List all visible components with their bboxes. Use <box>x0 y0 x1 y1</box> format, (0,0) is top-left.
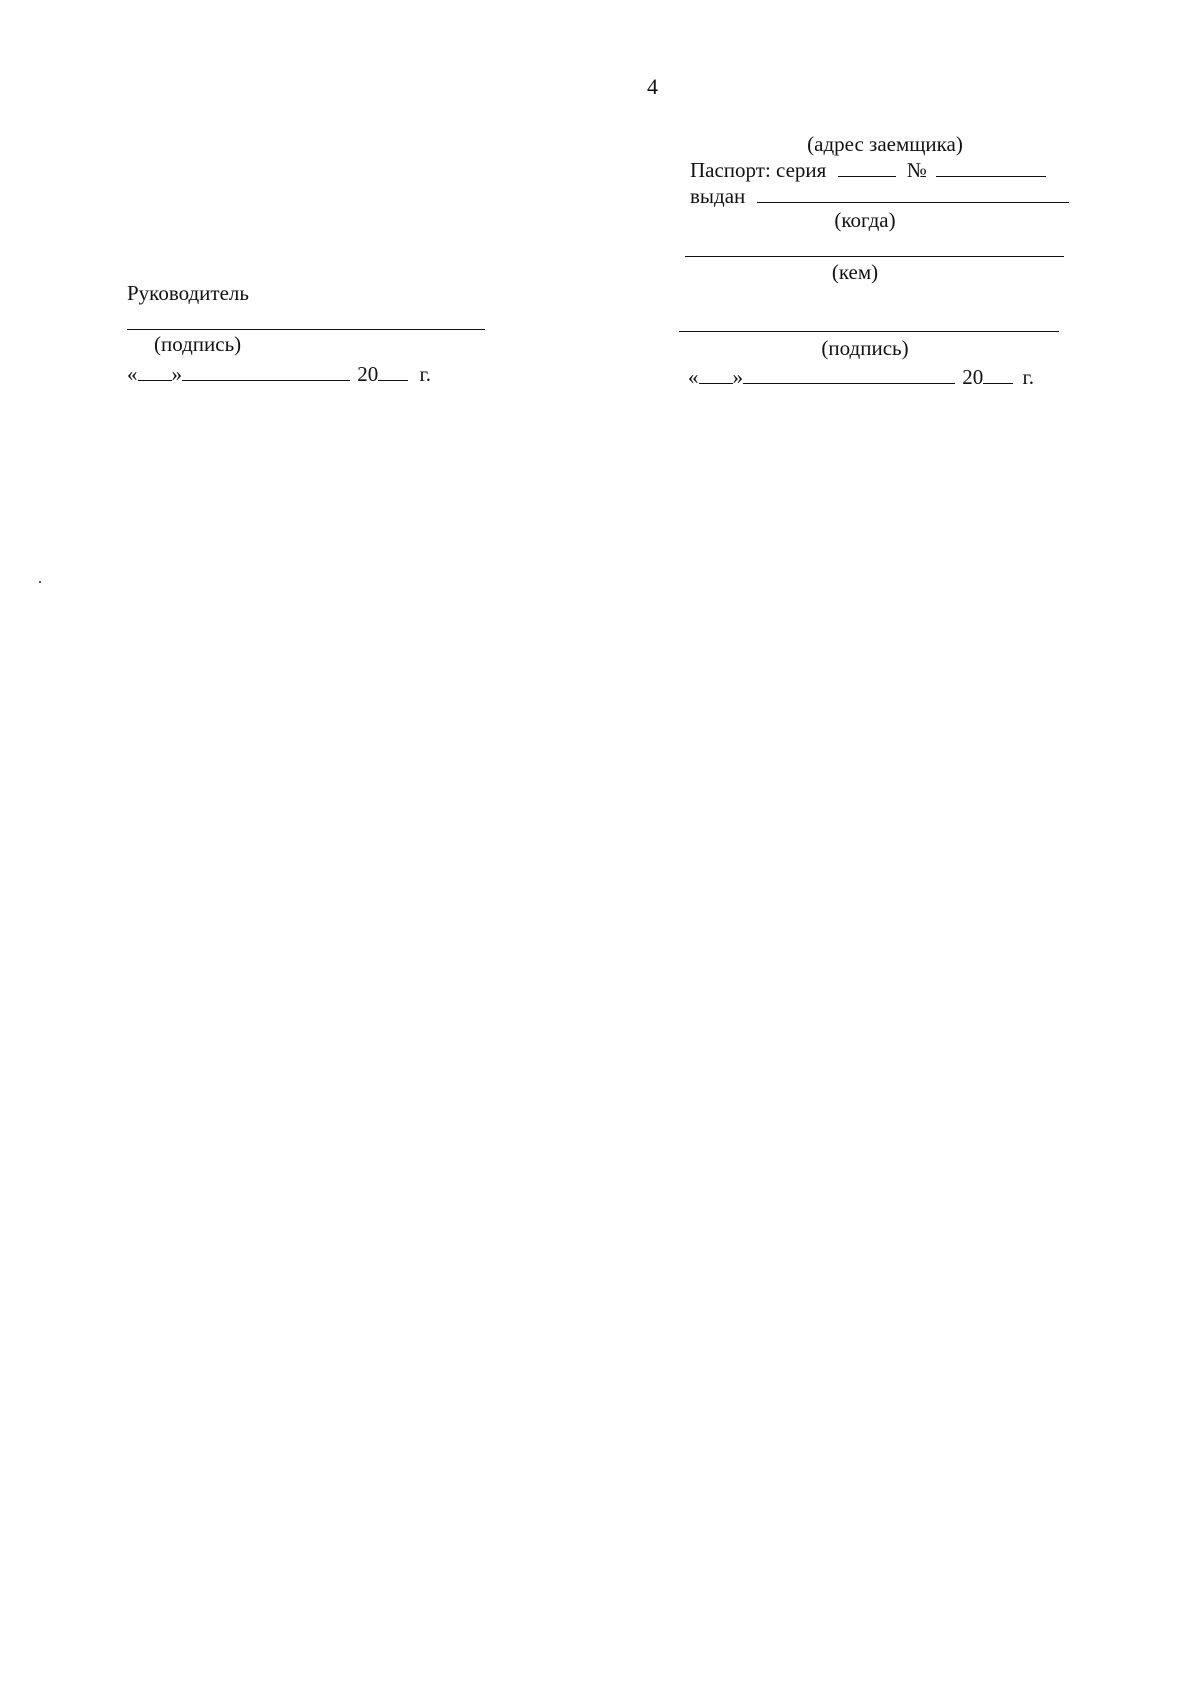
page-number: 4 <box>647 74 658 99</box>
issued-label: выдан <box>690 184 746 208</box>
lender-signature-caption: (подпись) <box>154 332 242 356</box>
passport-series-field[interactable] <box>838 158 896 177</box>
lender-date-close-quote: » <box>171 362 182 386</box>
issued-by-line[interactable] <box>685 256 1064 257</box>
lender-signature-line[interactable] <box>127 329 485 330</box>
borrower-date-open-quote: « <box>688 365 699 389</box>
borrower-year-field[interactable] <box>983 365 1013 384</box>
lender-year-prefix: 20 <box>357 362 379 386</box>
passport-number-field[interactable] <box>936 158 1046 177</box>
when-caption: (когда) <box>834 208 896 232</box>
borrower-signature-line[interactable] <box>679 331 1059 332</box>
borrower-address-caption: (адрес заемщика) <box>807 132 963 156</box>
lender-year-field[interactable] <box>378 362 408 381</box>
number-sign: № <box>906 158 927 182</box>
borrower-day-field[interactable] <box>699 365 733 384</box>
lender-date-open-quote: « <box>127 362 138 386</box>
lender-date-row <box>127 362 431 385</box>
passport-label: Паспорт: серия <box>690 158 827 182</box>
lender-year-suffix: г. <box>419 362 431 386</box>
borrower-year-suffix: г. <box>1022 365 1034 389</box>
passport-row <box>690 158 1046 181</box>
lender-role-label: Руководитель <box>127 281 249 305</box>
borrower-month-field[interactable] <box>743 365 955 384</box>
by-whom-caption: (кем) <box>831 260 879 284</box>
borrower-date-close-quote: » <box>732 365 743 389</box>
scan-speck <box>39 581 41 583</box>
lender-day-field[interactable] <box>138 362 172 381</box>
borrower-signature-caption: (подпись) <box>821 336 909 360</box>
borrower-year-prefix: 20 <box>962 365 984 389</box>
issued-field[interactable] <box>757 184 1069 203</box>
lender-month-field[interactable] <box>182 362 350 381</box>
borrower-date-row <box>688 365 1034 388</box>
issued-row <box>690 184 1069 207</box>
